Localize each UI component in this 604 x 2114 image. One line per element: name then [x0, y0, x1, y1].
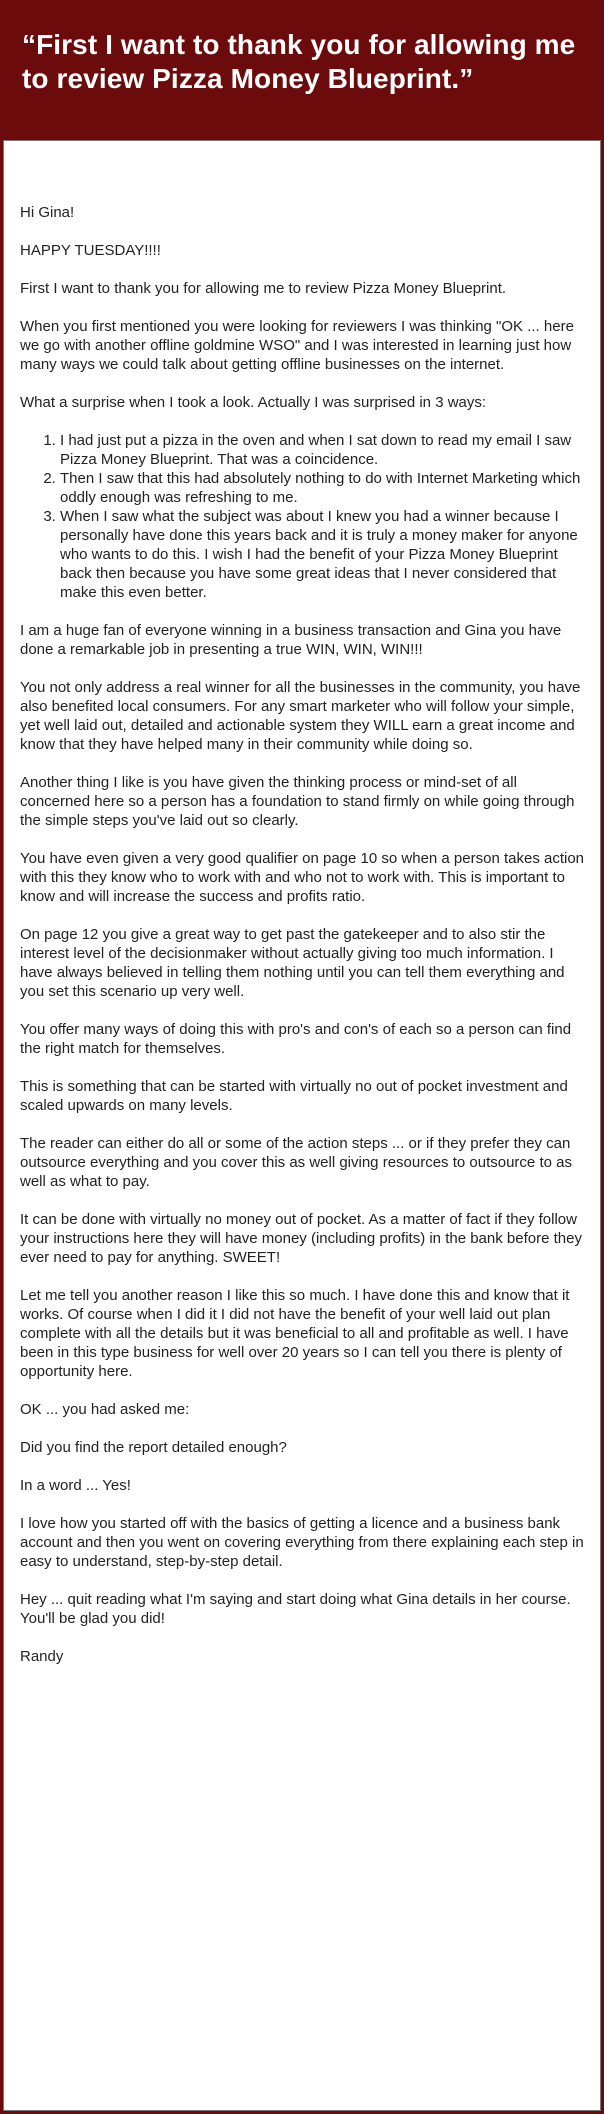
letter-paragraph: You offer many ways of doing this with pro's and con's of each so a person can find the right match for themselves.: [20, 1021, 572, 1057]
signature: Randy: [20, 1648, 64, 1665]
surprise-list-item: 3. When I saw what the subject was about I knew you had a winner because I personally have done this years back and it is truly a money maker for anyone who wants to do this. I wish I had the benefit of your Pizza Money Blueprint back then because you have some great ideas that I never considered that make this even better.: [60, 507, 585, 602]
letter-paragraph: Hey ... quit reading what I'm saying and start doing what Gina details in her course. You'll be glad you did!: [20, 1591, 571, 1627]
letter-paragraph: Another thing I like is you have given the thinking process or mind-set of all concerned here so a person has a foundation to stand firmly on while going through the simple steps you've laid out so clearly.: [20, 774, 575, 829]
letter-paragraph: In a word ... Yes!: [20, 1477, 131, 1494]
letter-paragraph: OK ... you had asked me:: [20, 1401, 190, 1418]
testimonial-header: [0, 0, 604, 140]
surprise-list-item: 1. I had just put a pizza in the oven and when I sat down to read my email I saw Pizza Money Blueprint. That was a coincidence.: [60, 431, 585, 469]
letter-paragraph: You have even given a very good qualifier on page 10 so when a person takes action with this they know who to work with and who not to work with. This is important to know and will increase the success and profits ratio.: [20, 850, 585, 905]
letter-paragraph: I am a huge fan of everyone winning in a business transaction and Gina you have done a remarkable job in presenting a true WIN, WIN, WIN!!!: [20, 622, 562, 658]
letter-body: [3, 140, 601, 2111]
surprise-list-item: 2. Then I saw that this had absolutely nothing to do with Internet Marketing which oddly enough was refreshing to me.: [60, 469, 585, 507]
letter-paragraph: What a surprise when I took a look. Actually I was surprised in 3 ways:: [20, 394, 487, 411]
greeting: Hi Gina!: [20, 204, 75, 221]
letter-paragraph: I love how you started off with the basics of getting a licence and a business bank account and then you went on covering everything from there explaining each step in easy to understand, step-by-step detail.: [20, 1515, 584, 1570]
letter-paragraph: When you first mentioned you were looking for reviewers I was thinking "OK ... here we go with another offline goldmine WSO" and I was interested in learning just how many ways we could talk about getting offline businesses on the internet.: [20, 318, 574, 373]
testimonial-headline: “First I want to thank you for allowing me to review Pizza Money Blueprint.”: [22, 29, 576, 94]
letter-paragraph: First I want to thank you for allowing me to review Pizza Money Blueprint.: [20, 280, 507, 297]
happy-tuesday-line: HAPPY TUESDAY!!!!: [20, 242, 161, 259]
letter-paragraph: You not only address a real winner for all the businesses in the community, you have also benefited local consumers. For any smart marketer who will follow your simple, yet well laid out, detailed and actionable system they WILL earn a great income and know that they have helped many in their community while doing so.: [20, 679, 581, 753]
surprise-list: [20, 431, 585, 602]
letter-paragraph: The reader can either do all or some of the action steps ... or if they prefer they can outsource everything and you cover this as well giving resources to outsource to as well as what to pay.: [20, 1135, 572, 1190]
letter-paragraph: It can be done with virtually no money out of pocket. As a matter of fact if they follow your instructions here they will have money (including profits) in the bank before they ever need to pay for anything. SWEET!: [20, 1211, 582, 1266]
letter-paragraph: This is something that can be started with virtually no out of pocket investment and scaled upwards on many levels.: [20, 1078, 568, 1114]
letter-paragraph: Let me tell you another reason I like this so much. I have done this and know that it works. Of course when I did it I did not have the benefit of your well laid out plan complete with all the details but it was beneficial to all and profitable as well. I have been in this type business for well over 20 years so I can tell you there is plenty of opportunity here.: [20, 1287, 570, 1380]
letter-paragraph: On page 12 you give a great way to get past the gatekeeper and to also stir the interest level of the decisionmaker without actually giving too much information. I have always believed in telling them nothing until you can tell them everything and you set this scenario up very well.: [20, 926, 565, 1000]
letter-paragraph: Did you find the report detailed enough?: [20, 1439, 287, 1456]
